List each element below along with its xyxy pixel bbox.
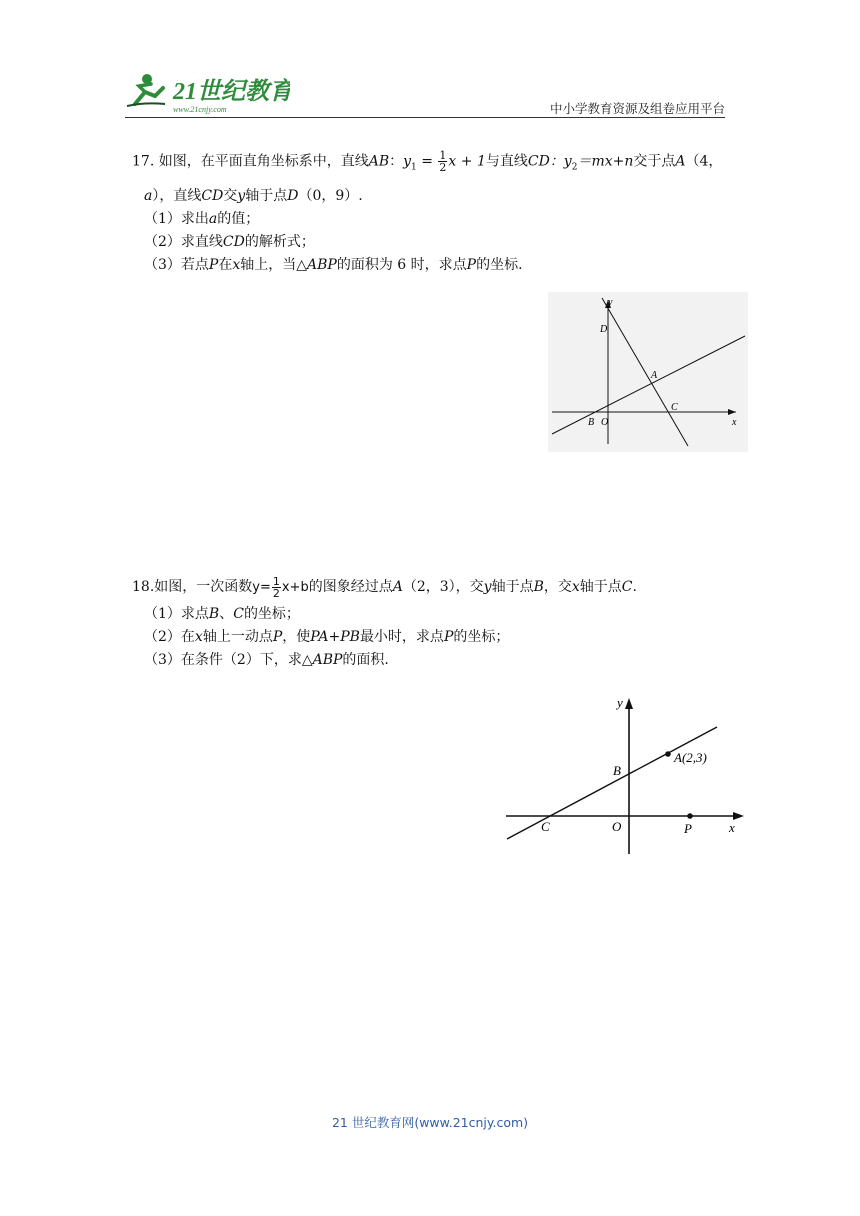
- q17-label-c: C: [671, 402, 678, 413]
- q18-point-a: [665, 751, 671, 757]
- q18-x-arrow-icon: [733, 812, 744, 820]
- header-divider: [125, 117, 725, 118]
- q17-label-b: B: [588, 417, 595, 428]
- q18-y-arrow-icon: [625, 698, 633, 709]
- q17-line2: a），直线CD交y轴于点D（0，9）.: [144, 188, 363, 205]
- page-footer[interactable]: 21 世纪教育网(www.21cnjy.com): [331, 1115, 529, 1130]
- question-18: [132, 576, 752, 672]
- q18-function: y= $\frac{1}{2}$ x+b: [252, 575, 309, 600]
- fraction-half: $\frac{1}{2}$: [439, 149, 447, 174]
- q18-label-c: C: [541, 819, 550, 834]
- q17-label-d: D: [600, 324, 608, 335]
- q17-part1: （1）求出a的值；: [144, 211, 260, 228]
- question-17: [132, 150, 752, 277]
- q17-label-x: x: [732, 417, 737, 428]
- q18-coordinate-plane: [504, 694, 754, 856]
- q18-part3: （3）在条件（2）下，求△ABP的面积.: [144, 652, 389, 668]
- q18-label-o: O: [612, 819, 622, 834]
- runner-logo-icon: [125, 70, 290, 114]
- q17-coordinate-plane: [548, 292, 748, 452]
- q17-line1: 17. 如图，在平面直角坐标系中，直线AB：$y_1$ = $\frac{1}{2}$ x + 1与直线CD：$y_2=mx+n$交于点A（4，: [132, 149, 723, 174]
- page-header: [125, 66, 725, 118]
- q18-part1: （1）求点B、C的坐标；: [144, 606, 300, 622]
- q17-label-o: O: [601, 417, 609, 428]
- q18-label-x: x: [729, 820, 735, 835]
- q18-label-y: y: [617, 695, 623, 710]
- platform-name: 中小学教育资源及组卷应用平台: [549, 101, 725, 116]
- q18-part2: （2）在x轴上一动点P，使PA+PB最小时，求点P的坐标；: [144, 629, 510, 645]
- q17-part2: （2）求直线CD的解析式；: [144, 234, 315, 251]
- q18-label-b: B: [613, 763, 621, 778]
- q17-label-y: y: [608, 297, 613, 308]
- q17-figure: [548, 292, 748, 452]
- q18-label-a: A(2,3): [674, 750, 707, 765]
- q17-part3: （3）若点P在x轴上，当△ABP的面积为 6 时，求点P的坐标.: [144, 257, 523, 274]
- logo-url: www.21cnjy.com: [173, 105, 227, 114]
- site-logo: [125, 70, 290, 114]
- q18-point-p: [687, 813, 693, 819]
- logo-title: 21世纪教育: [173, 79, 290, 105]
- q18-label-p: P: [684, 821, 692, 836]
- q18-line1: 18.如图，一次函数y= $\frac{1}{2}$ x+b的图象经过点A（2，3），交y轴于点B，交x轴于点C.: [132, 575, 637, 600]
- q17-label-a: A: [651, 370, 658, 381]
- q18-figure: [504, 694, 754, 856]
